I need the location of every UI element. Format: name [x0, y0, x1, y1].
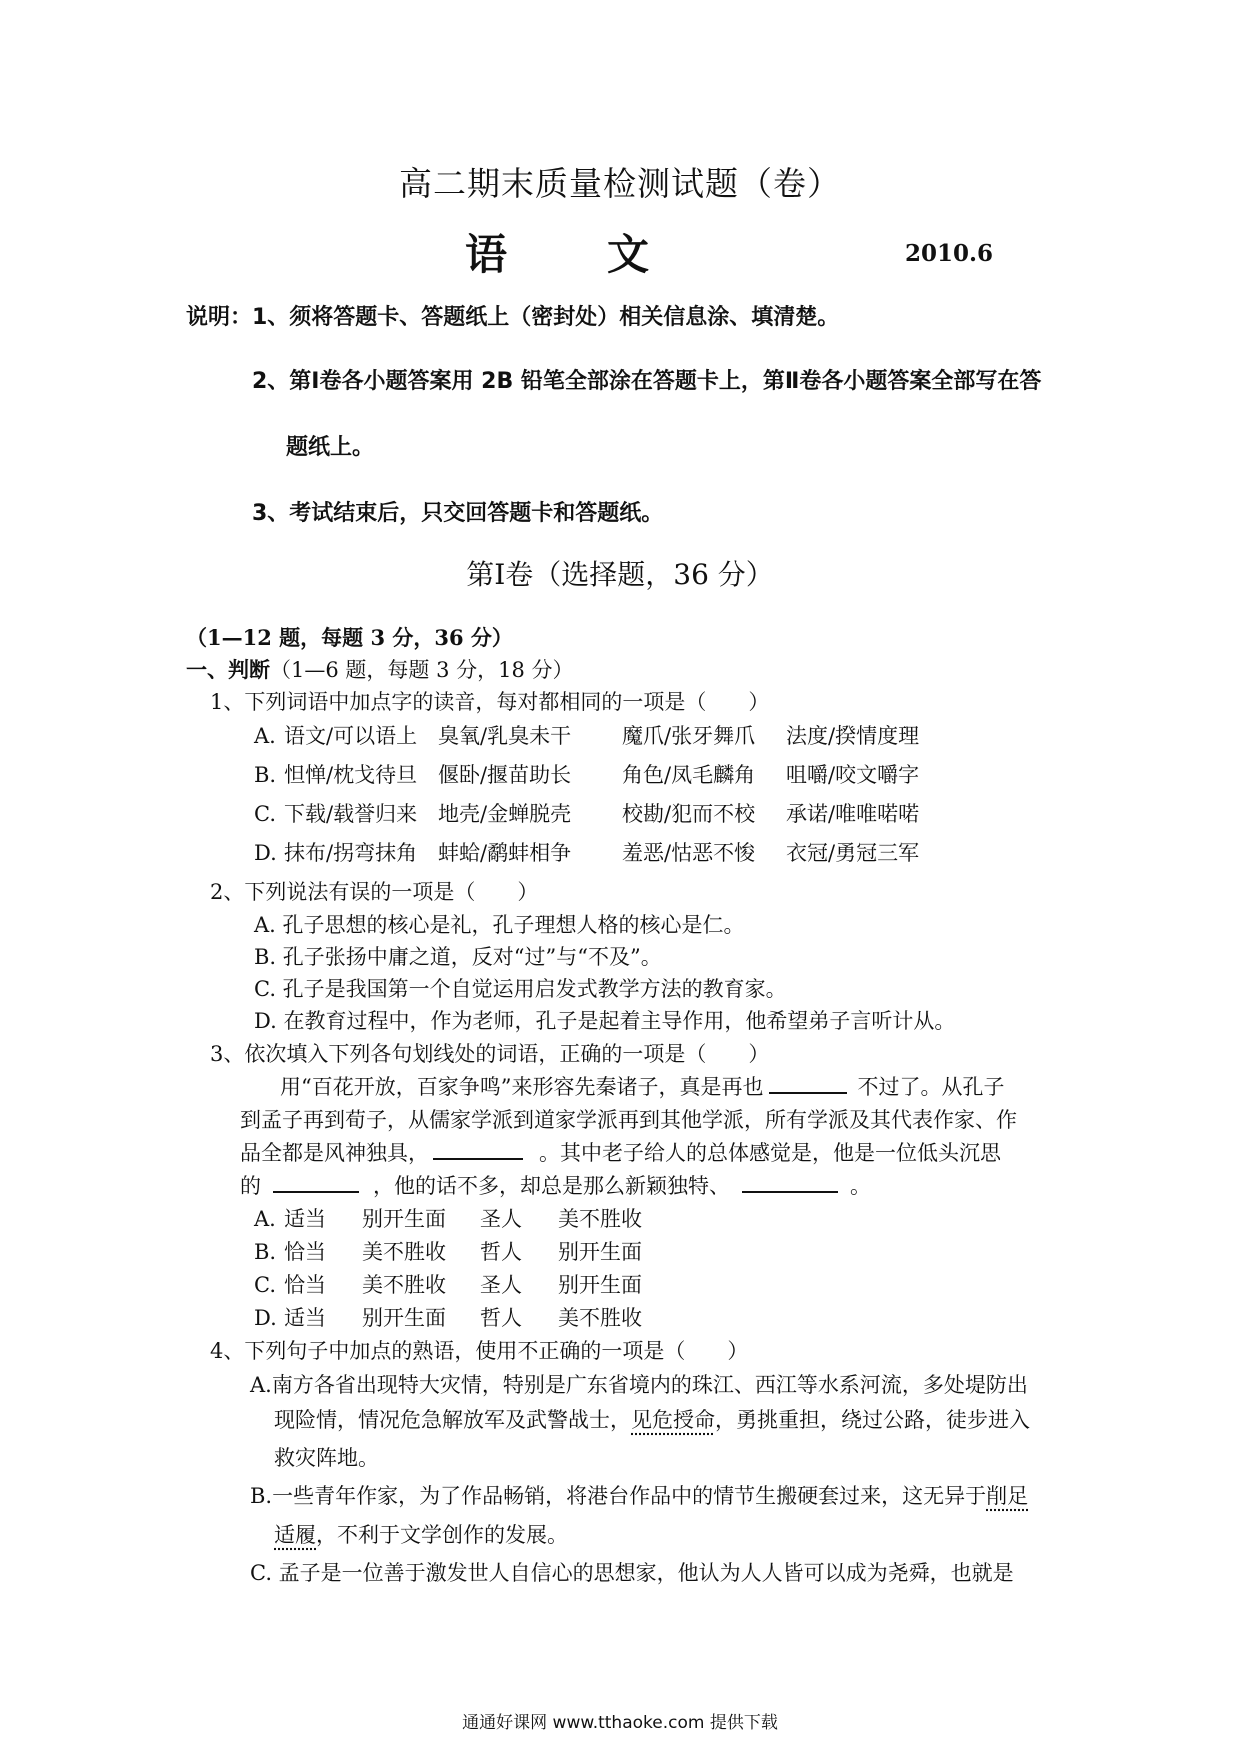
q4-option-b-line-1 — [250, 1480, 1028, 1510]
option-label: D. — [254, 841, 277, 865]
instruction-line-1: 说明：1、须将答题卡、答题纸上（密封处）相关信息涂、填清楚。 — [186, 305, 840, 330]
passage-text: 。 — [850, 1174, 871, 1198]
q3-option-c — [254, 1269, 642, 1299]
fill-blank-2 — [433, 1140, 523, 1160]
option-label: A. — [254, 724, 276, 748]
sentence-text: ，勇挑重担，绕过公路，徒步进入 — [715, 1408, 1030, 1432]
option-item: 语文/可以语上 — [284, 724, 418, 748]
q2-option-c: C. 孔子是我国第一个自觉运用启发式教学方法的教育家。 — [254, 977, 787, 1001]
q3-stem: 3、依次填入下列各句划线处的词语，正确的一项是（ ） — [210, 1042, 770, 1066]
dotted-idiom: 削足 — [986, 1484, 1029, 1508]
option-item: 美不胜收 — [362, 1273, 446, 1297]
fill-blank-4 — [742, 1173, 838, 1193]
option-item: 恰当 — [284, 1273, 326, 1297]
option-item: 圣人 — [480, 1207, 522, 1231]
sentence-text: ，不利于文学创作的发展。 — [316, 1523, 568, 1547]
sentence-text: 现险情，情况危急解放军及武警战士， — [274, 1408, 631, 1432]
dotted-idiom: 适履 — [274, 1523, 316, 1547]
passage-text: 不过了。从孔子 — [857, 1075, 1005, 1099]
option-item: 法度/揆情度理 — [786, 724, 920, 748]
q1-option-d — [254, 837, 919, 867]
q3-passage-line-2: 到孟子再到荀子，从儒家学派到道家学派再到其他学派，所有学派及其代表作家、作 — [240, 1108, 1017, 1132]
option-item: 羞恶/怙恶不悛 — [622, 841, 756, 865]
option-item: 地壳/金蝉脱壳 — [438, 802, 572, 826]
q4-option-c-line-1: C. 孟子是一位善于激发世人自信心的思想家，他认为人人皆可以成为尧舜，也就是 — [250, 1561, 1014, 1585]
option-item: 恰当 — [284, 1240, 326, 1264]
fill-blank-1 — [769, 1074, 847, 1094]
passage-text: 。其中老子给人的总体感觉是，他是一位低头沉思 — [539, 1141, 1001, 1165]
option-item: 下载/载誉归来 — [284, 802, 418, 826]
option-item: 角色/凤毛麟角 — [622, 763, 756, 787]
option-item: 怛惮/枕戈待旦 — [284, 763, 418, 787]
option-label: D. — [254, 1306, 277, 1330]
subject-title: 语文 — [465, 230, 750, 279]
option-item: 抹布/拐弯抹角 — [284, 841, 418, 865]
q3-passage-line-4 — [240, 1170, 871, 1200]
option-label: C. — [254, 802, 276, 826]
instruction-line-2: 2、第Ⅰ卷各小题答案用 2B 铅笔全部涂在答题卡上，第Ⅱ卷各小题答案全部写在答 — [252, 369, 1042, 394]
q1-option-a — [254, 720, 919, 750]
option-item: 别开生面 — [558, 1273, 642, 1297]
instruction-line-3: 3、考试结束后，只交回答题卡和答题纸。 — [252, 501, 664, 526]
option-item: 承诺/唯唯喏喏 — [786, 802, 920, 826]
option-item: 蚌蛤/鹬蚌相争 — [438, 841, 572, 865]
option-item: 哲人 — [480, 1240, 522, 1264]
sentence-text: B.一些青年作家，为了作品畅销，将港台作品中的情节生搬硬套过来，这无异于 — [250, 1484, 987, 1508]
exam-date: 2010.6 — [905, 240, 994, 267]
option-item: 别开生面 — [558, 1240, 642, 1264]
section-range-note: （1—12 题，每题 3 分，36 分） — [186, 625, 513, 650]
option-label: B. — [254, 763, 277, 787]
q2-option-a: A. 孔子思想的核心是礼，孔子理想人格的核心是仁。 — [254, 913, 745, 937]
passage-text: ，他的话不多，却总是那么新颖独特、 — [373, 1174, 730, 1198]
option-label: C. — [254, 1273, 276, 1297]
option-item: 臭氧/乳臭未干 — [438, 724, 572, 748]
option-item: 美不胜收 — [558, 1207, 642, 1231]
option-item: 适当 — [284, 1207, 326, 1231]
option-item: 美不胜收 — [362, 1240, 446, 1264]
q3-option-b — [254, 1236, 642, 1266]
option-item: 魔爪/张牙舞爪 — [622, 724, 756, 748]
passage-text: 用“百花开放，百家争鸣”来形容先秦诸子，真是再也 — [280, 1075, 764, 1099]
section-title: 第Ⅰ卷（选择题，36 分） — [466, 558, 774, 591]
q4-option-a-line-1: A.南方各省出现特大灾情，特别是广东省境内的珠江、西江等水系河流，多处堤防出 — [250, 1373, 1028, 1397]
q3-passage-line-1 — [280, 1071, 1004, 1101]
option-item: 圣人 — [480, 1273, 522, 1297]
q3-option-a — [254, 1203, 642, 1233]
option-item: 校勘/犯而不校 — [622, 802, 756, 826]
q4-option-a-line-2 — [274, 1404, 1030, 1434]
q2-stem: 2、下列说法有误的一项是（ ） — [210, 880, 539, 904]
footer-credit: 通通好课网 www.tthaoke.com 提供下载 — [462, 1713, 778, 1733]
q2-option-b: B. 孔子张扬中庸之道，反对“过”与“不及”。 — [254, 945, 662, 969]
option-label: B. — [254, 1240, 277, 1264]
q1-option-b — [254, 759, 919, 789]
passage-text: 品全都是风神独具， — [240, 1141, 429, 1165]
dotted-idiom: 见危授命 — [631, 1408, 715, 1432]
q4-stem: 4、下列句子中加点的熟语，使用不正确的一项是（ ） — [210, 1339, 749, 1363]
option-item: 适当 — [284, 1306, 326, 1330]
option-item: 衣冠/勇冠三军 — [786, 841, 920, 865]
q2-option-d: D. 在教育过程中，作为老师，孔子是起着主导作用，他希望弟子言听计从。 — [254, 1009, 956, 1033]
option-item: 偃卧/揠苗助长 — [438, 763, 572, 787]
passage-text: 的 — [240, 1174, 261, 1198]
q4-option-a-line-3: 救灾阵地。 — [274, 1446, 379, 1470]
option-item: 哲人 — [480, 1306, 522, 1330]
fill-blank-3 — [273, 1173, 359, 1193]
option-item: 美不胜收 — [558, 1306, 642, 1330]
option-item: 别开生面 — [362, 1207, 446, 1231]
instruction-line-2-cont: 题纸上。 — [286, 435, 375, 460]
part-label: 一、判断 — [186, 657, 270, 682]
part-note: （1—6 题，每题 3 分，18 分） — [270, 658, 574, 682]
q1-option-c — [254, 798, 919, 828]
q4-option-b-line-2 — [274, 1519, 568, 1549]
option-item: 咀嚼/咬文嚼字 — [786, 763, 920, 787]
q3-passage-line-3 — [240, 1137, 1001, 1167]
option-item: 别开生面 — [362, 1306, 446, 1330]
part-heading — [186, 654, 574, 684]
q1-stem: 1、下列词语中加点字的读音，每对都相同的一项是（ ） — [210, 690, 770, 714]
option-label: A. — [254, 1207, 276, 1231]
q3-option-d — [254, 1302, 642, 1332]
exam-title: 高二期末质量检测试题（卷） — [399, 164, 841, 203]
